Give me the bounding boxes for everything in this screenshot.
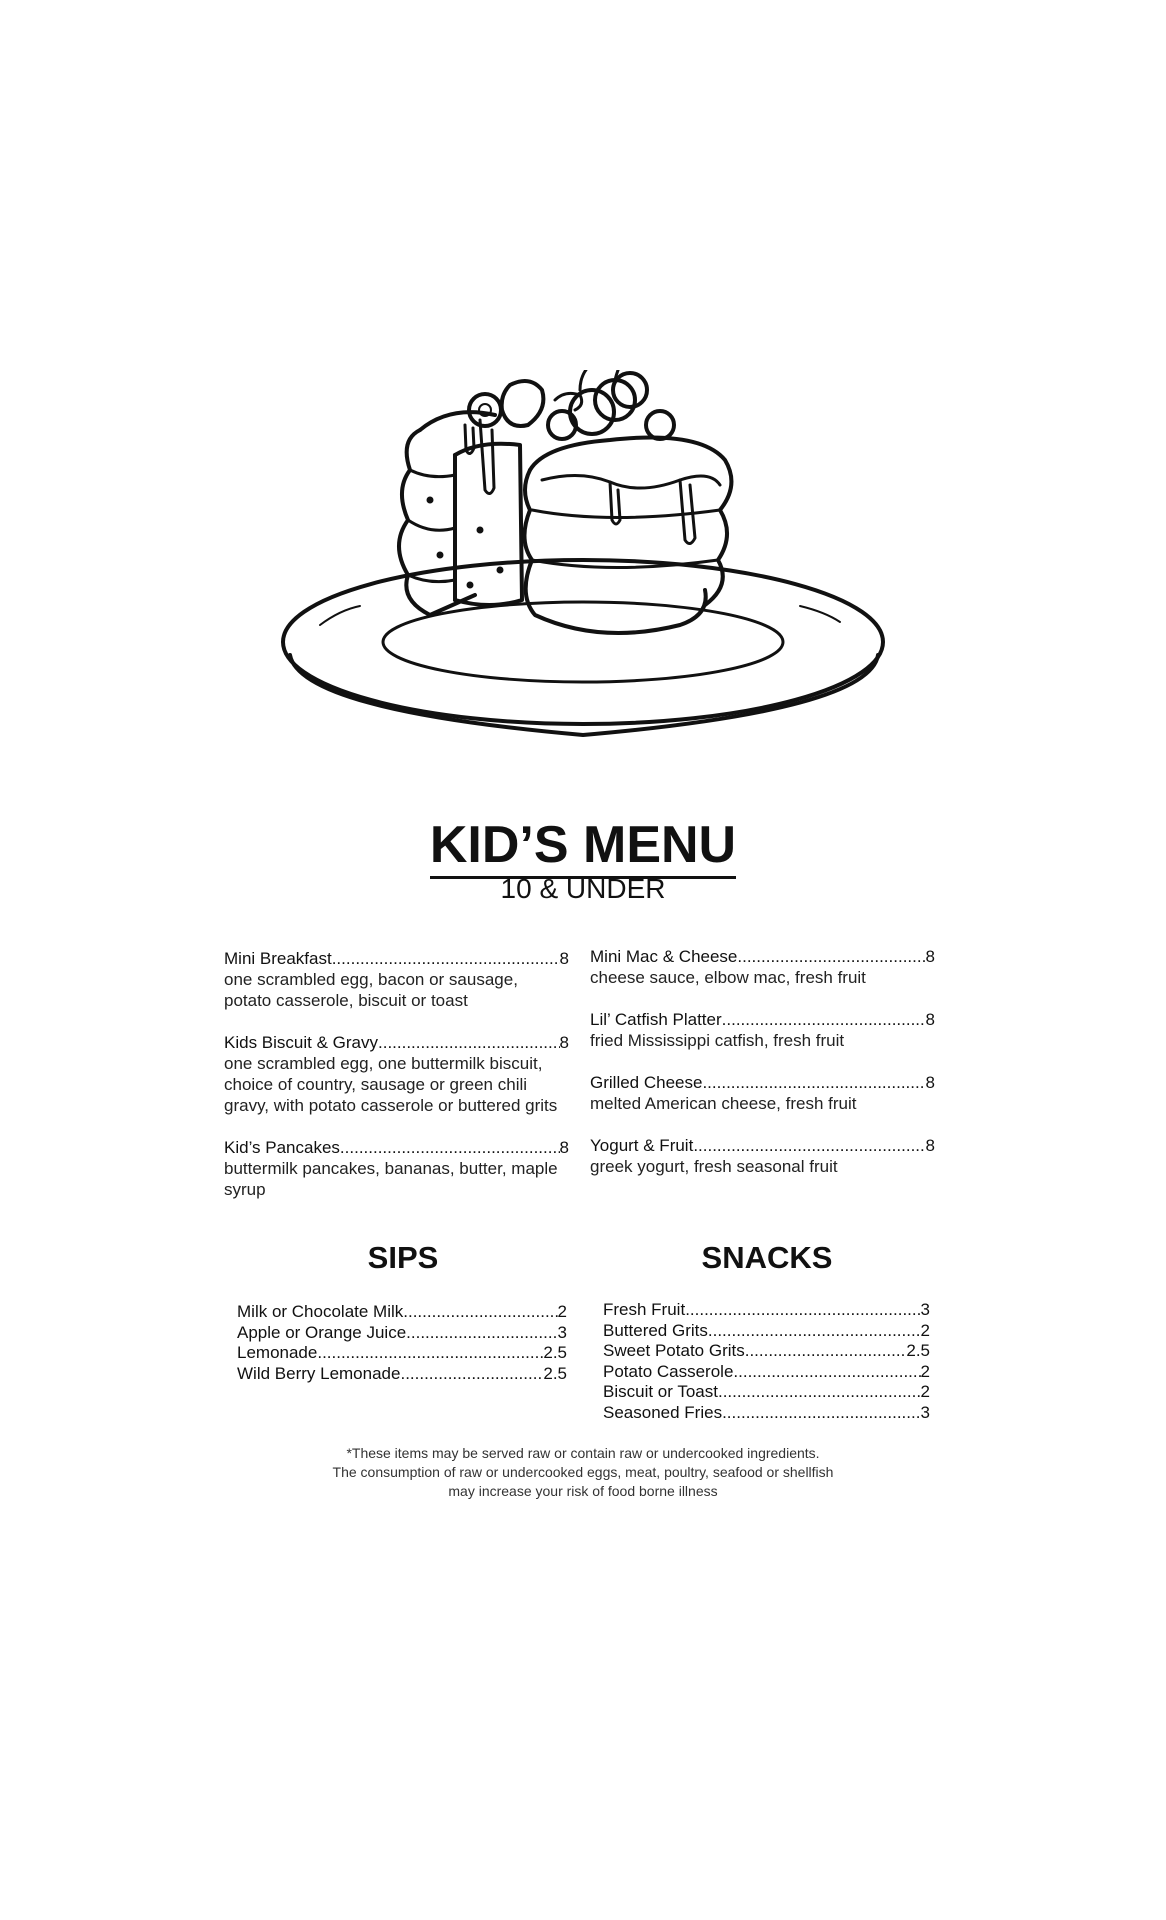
- item-price: 8: [925, 1136, 935, 1155]
- item-price: 2: [920, 1361, 930, 1381]
- item-name: Lil’ Catfish Platter: [590, 1010, 722, 1029]
- leader-dots: [722, 1009, 926, 1030]
- item-description: one scrambled egg, one buttermilk biscuit, choice of country, sausage or green chili gravy, with potato casserole or buttered grits: [224, 1054, 558, 1115]
- leader-dots: [406, 1323, 557, 1344]
- item-price: 3: [557, 1322, 567, 1342]
- leader-dots: [685, 1300, 920, 1321]
- item-price: 8: [559, 1138, 569, 1157]
- leader-dots: [340, 1137, 560, 1158]
- mains-left-column: [224, 948, 569, 1221]
- item-name: Yogurt & Fruit: [590, 1136, 694, 1155]
- leader-dots: [708, 1321, 921, 1342]
- item-price: 3: [920, 1300, 930, 1319]
- item-name: Sweet Potato Grits: [603, 1341, 745, 1360]
- list-item: [237, 1323, 567, 1344]
- leader-dots: [693, 1135, 925, 1156]
- item-name: Lemonade: [237, 1343, 318, 1362]
- menu-subtitle: 10 & UNDER: [500, 873, 666, 904]
- item-price: 2: [920, 1382, 930, 1401]
- leader-dots: [722, 1403, 920, 1424]
- menu-item: [224, 948, 569, 1011]
- food-safety-disclaimer: [0, 1444, 1166, 1501]
- snacks-heading: SNACKS: [701, 1240, 833, 1275]
- item-price: 8: [925, 1073, 935, 1092]
- leader-dots: [400, 1364, 543, 1385]
- item-description: fried Mississippi catfish, fresh fruit: [590, 1031, 845, 1050]
- snacks-list: [603, 1300, 930, 1423]
- disclaimer-line: *These items may be served raw or contain raw or undercooked ingredients.: [346, 1445, 820, 1461]
- list-item: [237, 1364, 567, 1385]
- disclaimer-line: may increase your risk of food borne illness: [448, 1483, 718, 1499]
- item-name: Grilled Cheese: [590, 1073, 703, 1092]
- pancake-stack-illustration: [280, 370, 890, 740]
- item-name: Apple or Orange Juice: [237, 1322, 407, 1342]
- item-price: 2: [920, 1320, 930, 1340]
- leader-dots: [317, 1343, 543, 1364]
- item-description: greek yogurt, fresh seasonal fruit: [590, 1157, 838, 1176]
- leader-dots: [378, 1032, 560, 1053]
- item-price: 8: [559, 949, 569, 968]
- item-price: 2.5: [543, 1363, 567, 1383]
- item-name: Potato Casserole: [603, 1361, 734, 1381]
- item-description: melted American cheese, fresh fruit: [590, 1094, 857, 1113]
- item-price: 2.5: [543, 1343, 567, 1362]
- leader-dots: [733, 1362, 920, 1383]
- item-name: Wild Berry Lemonade: [237, 1363, 401, 1383]
- item-name: Mini Mac & Cheese: [590, 947, 738, 966]
- leader-dots: [718, 1382, 921, 1403]
- mains-right-column: [590, 946, 935, 1198]
- leader-dots: [737, 946, 925, 967]
- list-item: [603, 1362, 930, 1383]
- leader-dots: [332, 948, 560, 969]
- item-name: Kid’s Pancakes: [224, 1138, 340, 1157]
- sips-heading: SIPS: [367, 1240, 439, 1275]
- menu-item: [224, 1137, 569, 1200]
- leader-dots: [702, 1072, 925, 1093]
- leader-dots: [403, 1302, 557, 1323]
- menu-item: [590, 1072, 935, 1114]
- item-name: Milk or Chocolate Milk: [237, 1302, 404, 1321]
- item-name: Seasoned Fries: [603, 1402, 723, 1422]
- item-price: 3: [920, 1402, 930, 1422]
- list-item: [237, 1343, 567, 1364]
- leader-dots: [745, 1341, 907, 1362]
- list-item: [237, 1302, 567, 1323]
- item-price: 8: [925, 947, 935, 966]
- list-item: [603, 1300, 930, 1321]
- menu-title: KID’S MENU: [0, 815, 1166, 875]
- sips-list: [237, 1302, 567, 1384]
- menu-item: [590, 1009, 935, 1051]
- list-item: [603, 1403, 930, 1424]
- item-price: 8: [925, 1010, 935, 1029]
- list-item: [603, 1341, 930, 1362]
- list-item: [603, 1321, 930, 1342]
- menu-item: [224, 1032, 569, 1116]
- menu-item: [590, 1135, 935, 1177]
- list-item: [603, 1382, 930, 1403]
- item-name: Buttered Grits: [603, 1320, 708, 1340]
- item-name: Fresh Fruit: [603, 1300, 686, 1319]
- item-name: Mini Breakfast: [224, 949, 332, 968]
- menu-item: [590, 946, 935, 988]
- item-name: Kids Biscuit & Gravy: [224, 1033, 378, 1052]
- item-price: 2.5: [906, 1341, 930, 1360]
- item-description: one scrambled egg, bacon or sausage, potato casserole, biscuit or toast: [224, 970, 518, 1010]
- item-name: Biscuit or Toast: [603, 1382, 718, 1401]
- disclaimer-line: The consumption of raw or undercooked eggs, meat, poultry, seafood or shellfish: [332, 1464, 834, 1480]
- item-description: buttermilk pancakes, bananas, butter, maple syrup: [224, 1159, 558, 1199]
- item-price: 8: [559, 1033, 569, 1052]
- item-description: cheese sauce, elbow mac, fresh fruit: [590, 968, 866, 987]
- item-price: 2: [557, 1302, 567, 1321]
